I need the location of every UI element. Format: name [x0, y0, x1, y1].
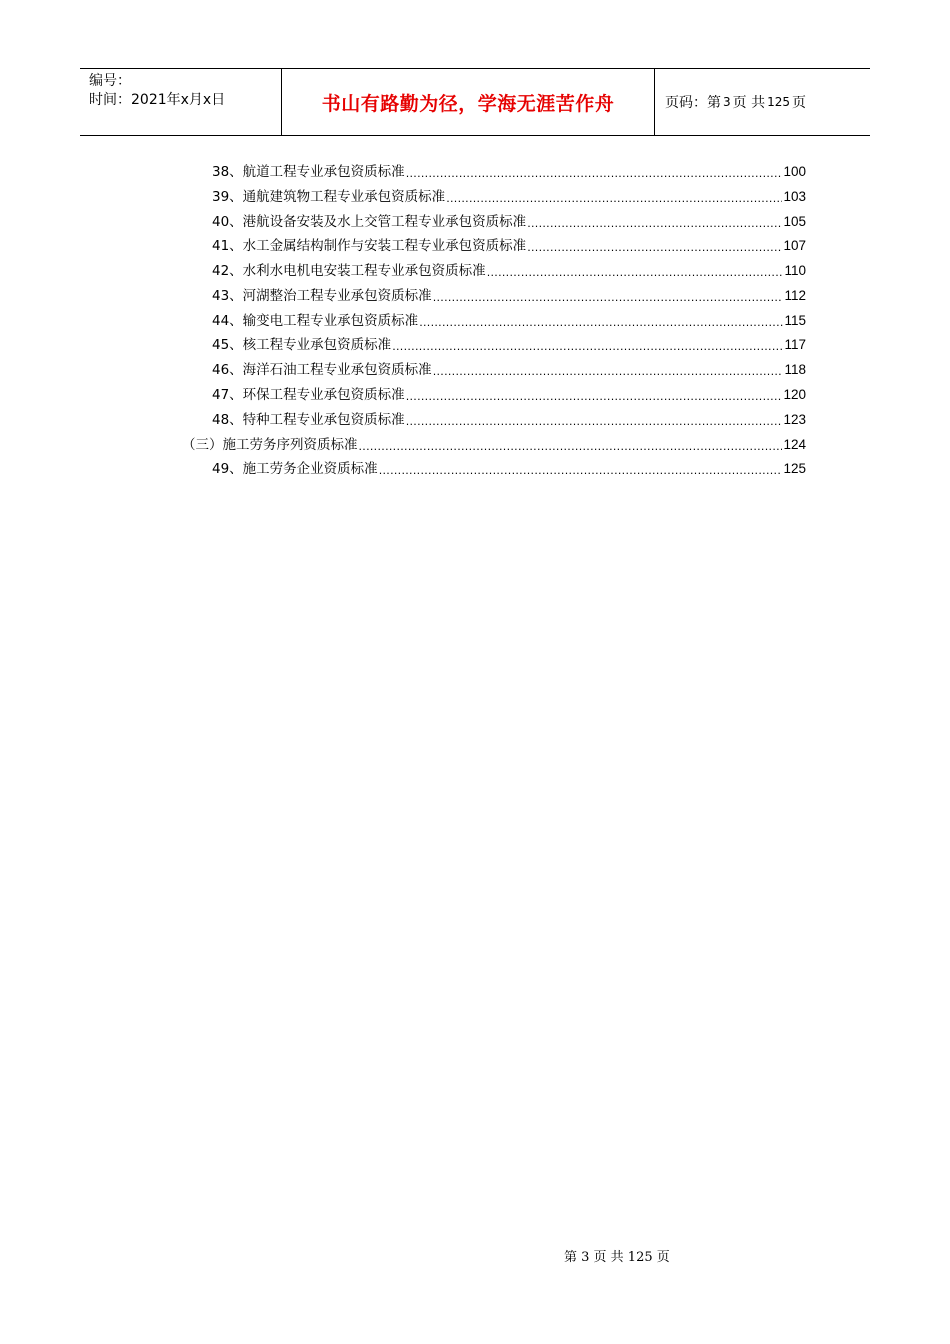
- toc-entry-page: 120: [783, 387, 806, 402]
- toc-entry-label: 47、环保工程专业承包资质标准: [212, 387, 405, 403]
- toc-entry-page: 118: [784, 362, 806, 377]
- toc-dot-leader: [379, 457, 783, 481]
- toc-entry-label: （三）施工劳务序列资质标准: [182, 437, 358, 453]
- toc-entry[interactable]: [212, 333, 806, 357]
- toc-entry-label: 48、特种工程专业承包资质标准: [212, 412, 405, 428]
- toc-entry-label: 46、海洋石油工程专业承包资质标准: [212, 362, 432, 378]
- toc-entry[interactable]: [212, 309, 806, 333]
- toc-entry-page: 112: [784, 288, 806, 303]
- toc-dot-leader: [406, 160, 783, 184]
- toc-entry-label: 40、港航设备安装及水上交管工程专业承包资质标准: [212, 214, 527, 230]
- toc-entry-label: 44、输变电工程专业承包资质标准: [212, 313, 419, 329]
- page-header: [80, 68, 870, 136]
- toc-dot-leader: [487, 259, 784, 283]
- toc-entry-label: 38、航道工程专业承包资质标准: [212, 164, 405, 180]
- toc-entry-page: 103: [783, 189, 806, 204]
- toc-dot-leader: [527, 234, 782, 258]
- toc-dot-leader: [392, 333, 783, 357]
- toc-entry-label: 49、施工劳务企业资质标准: [212, 461, 378, 477]
- header-meta: [80, 69, 282, 135]
- toc-dot-leader: [419, 309, 783, 333]
- toc-entry[interactable]: [212, 383, 806, 407]
- toc-entry-page: 117: [784, 337, 806, 352]
- toc-entry-page: 105: [783, 214, 806, 229]
- toc-entry-label: 42、水利水电机电安装工程专业承包资质标准: [212, 263, 486, 279]
- toc-entry-page: 115: [784, 313, 806, 328]
- toc-section-entry[interactable]: [182, 433, 806, 457]
- page-suffix: 页: [792, 95, 806, 111]
- toc-entry[interactable]: [212, 457, 806, 481]
- toc-entry[interactable]: [212, 160, 806, 184]
- toc-dot-leader: [433, 358, 784, 382]
- toc-entry-page: 123: [783, 412, 806, 427]
- header-motto: 书山有路勤为径，学海无涯苦作舟: [282, 69, 655, 135]
- toc-entry-page: 110: [784, 263, 806, 278]
- toc-entry-label: 45、核工程专业承包资质标准: [212, 337, 392, 353]
- toc-entry[interactable]: [212, 259, 806, 283]
- toc-entry[interactable]: [212, 185, 806, 209]
- page-total: 125: [767, 95, 790, 109]
- toc-dot-leader: [446, 185, 782, 209]
- toc-entry-label: 43、河湖整治工程专业承包资质标准: [212, 288, 432, 304]
- toc-entry[interactable]: [212, 408, 806, 432]
- toc-dot-leader: [527, 210, 782, 234]
- toc-dot-leader: [406, 383, 783, 407]
- toc-entry[interactable]: [212, 210, 806, 234]
- page-current: 3: [723, 95, 731, 109]
- page-middle: 页 共: [732, 95, 766, 111]
- toc-entry-page: 100: [783, 164, 806, 179]
- toc-entry[interactable]: [212, 358, 806, 382]
- document-time-label: 时间：2021年x月x日: [89, 92, 226, 108]
- document-number-label: 编号：: [89, 73, 131, 89]
- toc-dot-leader: [433, 284, 784, 308]
- toc-entry-label: 41、水工金属结构制作与安装工程专业承包资质标准: [212, 238, 527, 254]
- toc-entry-page: 107: [783, 238, 806, 253]
- toc-entry-page: 124: [783, 437, 806, 452]
- toc-dot-leader: [406, 408, 783, 432]
- toc-dot-leader: [359, 433, 783, 457]
- footer-page-number: 第 3 页 共 125 页: [564, 1250, 670, 1265]
- toc-entry[interactable]: [212, 234, 806, 258]
- toc-entry-page: 125: [783, 461, 806, 476]
- toc-entry[interactable]: [212, 284, 806, 308]
- page-prefix: 页码：第: [665, 95, 721, 111]
- toc-entry-label: 39、通航建筑物工程专业承包资质标准: [212, 189, 446, 205]
- header-page-info: [655, 69, 870, 135]
